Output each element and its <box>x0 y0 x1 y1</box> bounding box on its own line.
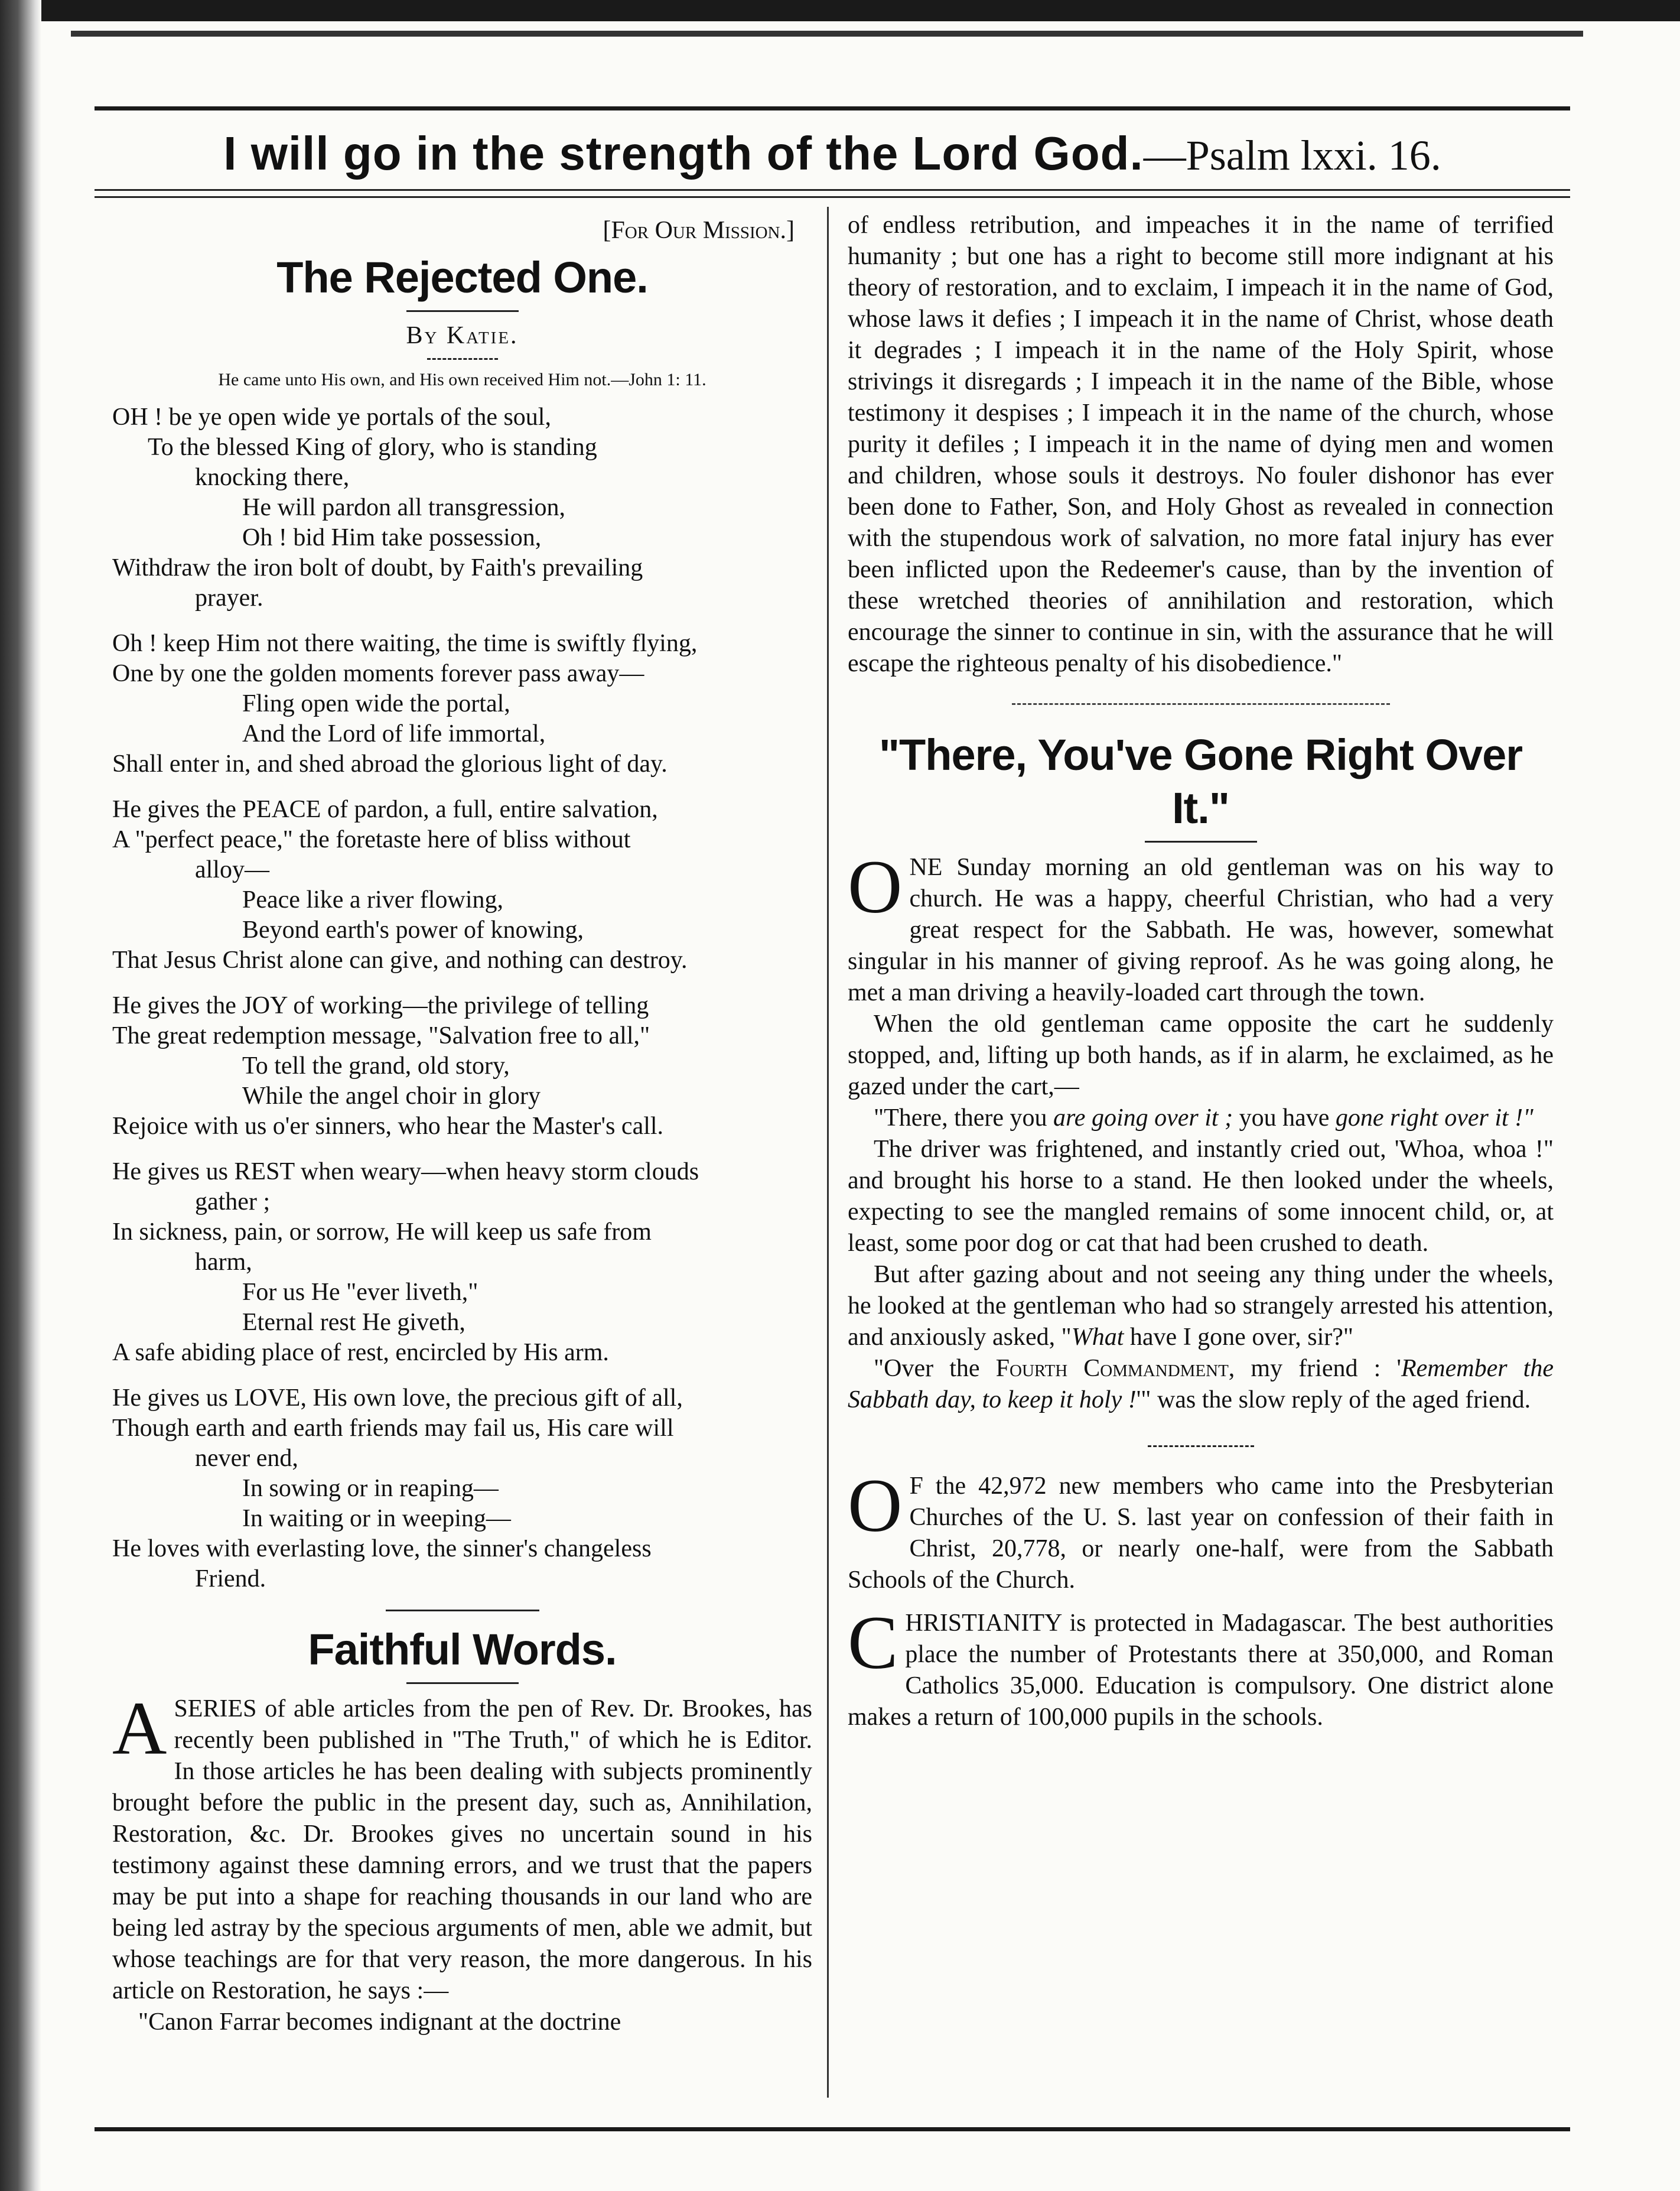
section-rule <box>386 1610 539 1611</box>
story-paragraph-1 <box>848 845 1554 1009</box>
story-paragraph-6 <box>848 1353 1554 1416</box>
note1-dropcap: O <box>848 1464 903 1548</box>
poem-line: harm, <box>195 1249 252 1276</box>
story-p6-part: '" was the slow reply of the aged friend. <box>1136 1386 1531 1413</box>
title-rule <box>406 310 519 312</box>
poem-line: That Jesus Christ alone can give, and nothing can destroy. <box>112 947 688 974</box>
poem-stanza-1 <box>112 402 812 613</box>
story-p6-part: "Over the <box>874 1355 996 1382</box>
poem-line: prayer. <box>195 584 263 612</box>
poem-line: A "perfect peace," the foretaste here of bliss without <box>112 826 631 853</box>
poem-line: alloy— <box>195 856 269 883</box>
poem-line: Rejoice with us o'er sinners, who hear the Master's call. <box>112 1113 664 1140</box>
story-p3-part: "There, there you <box>874 1104 1054 1132</box>
story-p5-italic: What <box>1071 1324 1124 1351</box>
byline-rule <box>427 358 498 360</box>
poem-line: Beyond earth's power of knowing, <box>242 916 584 944</box>
story-p6-part: , my friend : ' <box>1228 1355 1401 1382</box>
poem-line: In sickness, pain, or sorrow, He will keep us safe from <box>112 1218 652 1246</box>
story-paragraph-4: The driver was frightened, and instantly cried out, 'Whoa, whoa !" and brought his horse to a stand. He then looked under the wheels, expecting to see the mangled remains of some innocent child, or, at least, some poor dog or cat that had been crushed to death. <box>848 1136 1554 1257</box>
poem-line: The great redemption message, "Salvation free to all," <box>112 1022 650 1049</box>
poem-line: He gives us LOVE, His own love, the precious gift of all, <box>112 1384 683 1412</box>
poem-byline: By Katie. <box>406 322 519 349</box>
poem-line: To tell the grand, old story, <box>242 1052 510 1080</box>
page-frame <box>95 106 1570 2127</box>
right-column <box>848 210 1554 1733</box>
note1-text: F the 42,972 new members who came into the Presbyterian Churches of the U. S. last year on confession of their faith in Christ, 20,778, or nearly one-half, were from the Sabbath Schools of the Church. <box>848 1472 1554 1594</box>
story-paragraph-2: When the old gentleman came opposite the cart he suddenly stopped, and, lifting up both hands, as if in alarm, he exclaimed, as he gazed under the cart,— <box>848 1010 1554 1100</box>
poem-line: While the angel choir in glory <box>242 1083 541 1110</box>
faithful-title-rule <box>406 1682 519 1684</box>
page-header <box>95 124 1570 185</box>
poem-stanza-6 <box>112 1383 812 1594</box>
poem-line: Eternal rest He giveth, <box>242 1309 465 1336</box>
poem-line: Oh ! keep Him not there waiting, the time is swiftly flying, <box>112 630 698 657</box>
poem-line: To the blessed King of glory, who is standing <box>148 434 597 461</box>
story-title-rule <box>1145 841 1257 843</box>
poem-line: And the Lord of life immortal, <box>242 720 546 747</box>
poem-kicker: [For Our Mission.] <box>603 217 795 244</box>
poem-line: In waiting or in weeping— <box>242 1505 511 1532</box>
story-paragraph-5 <box>848 1259 1554 1353</box>
poem-line: Fling open wide the portal, <box>242 690 510 717</box>
note-presbyterian <box>848 1464 1554 1596</box>
bottom-rule <box>95 2127 1570 2131</box>
poem-line: He gives the JOY of working—the privilege of telling <box>112 992 649 1019</box>
poem-line: Withdraw the iron bolt of doubt, by Faith's prevailing <box>112 554 643 581</box>
header-motto: I will go in the strength of the Lord God. <box>223 127 1144 180</box>
poem-line: He gives us REST when weary—when heavy storm clouds <box>112 1158 699 1185</box>
note-separator <box>1148 1445 1254 1447</box>
header-scripture-ref: —Psalm lxxi. 16. <box>1143 132 1441 179</box>
faithful-dropcap: A <box>112 1686 167 1770</box>
poem-line: He loves with everlasting love, the sinner's changeless <box>112 1535 652 1562</box>
poem-line: Peace like a river flowing, <box>242 886 503 914</box>
story-title: "There, You've Gone Right Over It." <box>878 730 1523 833</box>
header-top-rule <box>95 106 1570 110</box>
note2-dropcap: C <box>848 1601 898 1685</box>
story-text-1: NE Sunday morning an old gentleman was on his way to church. He was a happy, cheerful Christian, who had a very great respect for the Sabbath. He was, however, somewhat singular in his manner of giving reproof. As he was going along, he met a man driving a heavily-loaded cart through the town. <box>848 854 1554 1006</box>
top-border-secondary <box>71 31 1583 37</box>
poem-line: Shall enter in, and shed abroad the glorious light of day. <box>112 750 668 778</box>
poem-stanza-5 <box>112 1157 812 1368</box>
poem-stanza-4 <box>112 991 812 1142</box>
story-p6-italic: Remember the Sabbath day, to keep it holy ! <box>848 1355 1554 1413</box>
poem-line: gather ; <box>195 1188 271 1215</box>
poem-line: He gives the PEACE of pardon, a full, entire salvation, <box>112 796 658 823</box>
story-p3-part: you have <box>1233 1104 1336 1132</box>
faithful-body <box>112 1686 812 2007</box>
poem-line: never end, <box>195 1445 298 1472</box>
story-p5-part: have I gone over, sir?" <box>1124 1324 1354 1351</box>
poem-line: A safe abiding place of rest, encircled by His arm. <box>112 1339 609 1366</box>
note-madagascar <box>848 1601 1554 1733</box>
top-border <box>0 0 1680 21</box>
story-paragraph-3 <box>848 1103 1554 1134</box>
note2-text: HRISTIANITY is protected in Madagascar. The best authorities place the number of Protestants there at 350,000, and Roman Catholics 35,000. Education is compulsory. One district alone makes a return of 100,000 pupils in the schools. <box>848 1610 1554 1731</box>
poem-epigraph: He came unto His own, and His own received Him not.—John 1: 11. <box>218 370 706 389</box>
story-p5-part: But after gazing about and not seeing any thing under the wheels, he looked at the gentleman who had so strangely arrested his attention, and anxiously asked, " <box>848 1261 1554 1351</box>
faithful-text: SERIES of able articles from the pen of Rev. Dr. Brookes, has recently been published in "The Truth," of which he is Editor. In those articles he has been dealing with subjects prominently brought before the public in the present day, such as, Annihilation, Restoration, &c. Dr. Brookes gives no uncertain sound in his testimony against these damning errors, and we trust that the papers may be put into a shape for reaching thousands in our land who are being led astray by the specious arguments of men, able we admit, but whose teachings are for that very reason, the more dangerous. In his article on Restoration, he says :— <box>112 1695 812 2004</box>
quote-continuation: of endless retribution, and impeaches it in the name of terrified humanity ; but one has a right to become still more indignant at his theory of restoration, and to exclaim, I impeach it in the name of God, whose laws it defies ; I impeach it in the name of Christ, whose death it degrades ; I impeach it in the name of the Holy Spirit, whose strivings it disregards ; I impeach it in the name of the Bible, whose testimony it despises ; I impeach it in the name of the church, whose purity it defiles ; I impeach it in the name of dying men and women and children, whose souls it destroys. No fouler dishonor has ever been done to Father, Son, and Holy Ghost as revealed in connection with the stupendous work of salvation, no more fatal injury has ever been inflicted upon the Redeemer's cause, than by the invention of these wretched theories of annihilation and restoration, which encourage the sinner to continue in sin, with the assurance that he will escape the righteous penalty of his disobedience." <box>848 212 1554 677</box>
column-divider <box>827 207 829 2098</box>
poem-line: OH ! be ye open wide ye portals of the soul, <box>112 404 551 431</box>
poem-line: knocking there, <box>195 464 350 491</box>
poem-line: One by one the golden moments forever pass away— <box>112 660 644 687</box>
poem-stanza-2 <box>112 629 812 779</box>
poem-stanza-3 <box>112 795 812 976</box>
story-p6-smallcaps: Fourth Commandment <box>995 1355 1229 1382</box>
left-column <box>112 210 812 2038</box>
section-separator <box>1012 703 1390 705</box>
poem-title: The Rejected One. <box>276 253 648 302</box>
poem-line: Friend. <box>195 1565 266 1592</box>
poem-line: Oh ! bid Him take possession, <box>242 524 542 551</box>
header-bottom-rule-1 <box>95 189 1570 191</box>
faithful-title: Faithful Words. <box>308 1625 617 1674</box>
faithful-quote-start: "Canon Farrar becomes indignant at the doctrine <box>138 2008 621 2036</box>
story-p3-italic: are going over it ; <box>1053 1104 1233 1132</box>
header-bottom-rule-2 <box>95 196 1570 198</box>
story-p3-italic: gone right over it !" <box>1335 1104 1534 1132</box>
poem-line: He will pardon all transgression, <box>242 494 566 521</box>
story-dropcap: O <box>848 845 903 929</box>
poem-line: For us He "ever liveth," <box>242 1279 478 1306</box>
poem-line: Though earth and earth friends may fail us, His care will <box>112 1415 674 1442</box>
poem-line: In sowing or in reaping— <box>242 1475 499 1502</box>
page-binding-edge <box>0 0 41 2191</box>
